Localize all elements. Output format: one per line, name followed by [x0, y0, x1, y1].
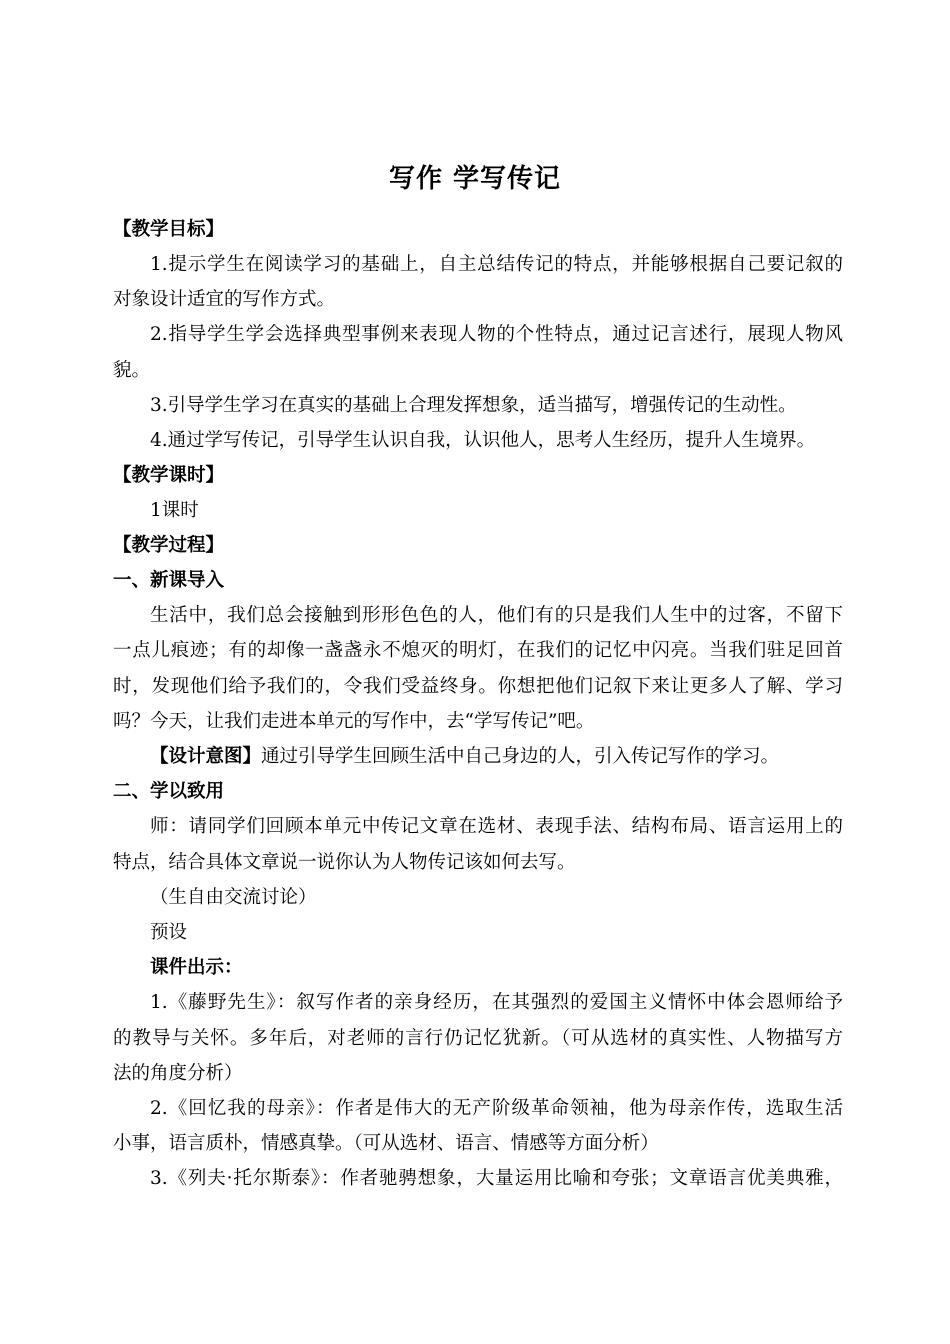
design-intent-line — [150, 744, 843, 770]
section-heading-hours: 【教学课时】 — [113, 465, 225, 486]
paragraph-line: 1.提示学生在阅读学习的基础上，自主总结传记的特点，并能够根据自己要记叙的 — [150, 254, 843, 275]
paragraph-line: 对象设计适宜的写作方式。 — [113, 289, 336, 310]
paragraph-line: 法的角度分析） — [113, 1063, 243, 1084]
paragraph-line: （生自由交流讨论） — [150, 887, 317, 908]
paragraph-line: 貌。 — [113, 360, 151, 381]
design-intent-text: 通过引导学生回顾生活中自己身边的人，引入传记写作的学习。 — [261, 746, 780, 767]
paragraph-line: 特点，结合具体文章说一说你认为人物传记该如何去写。 — [113, 852, 576, 873]
subsection-heading-apply: 二、学以致用 — [113, 781, 225, 802]
subsection-heading-intro: 一、新课导入 — [113, 570, 225, 591]
design-intent-label: 【设计意图】 — [150, 746, 262, 767]
paragraph-line: 3.《列夫·托尔斯泰》：作者驰骋想象，大量运用比喻和夸张；文章语言优美典雅， — [150, 1168, 843, 1189]
courseware-label: 课件出示： — [150, 957, 243, 978]
section-heading-process: 【教学过程】 — [113, 535, 225, 556]
paragraph-line: 4.通过学写传记，引导学生认识自我，认识他人，思考人生经历，提升人生境界。 — [150, 430, 816, 451]
paragraph-line: 的教导与关怀。多年后，对老师的言行仍记忆犹新。（可从选材的真实性、人物描写方 — [113, 1028, 843, 1049]
paragraph-line: 2.指导学生学会选择典型事例来表现人物的个性特点，通过记言述行，展现人物风 — [150, 324, 843, 345]
paragraph-line: 预设 — [150, 922, 188, 943]
paragraph-line: 时，发现他们给予我们的，令我们受益终身。你想把他们记叙下来让更多人了解、学习 — [113, 676, 843, 697]
paragraph-line: 师：请同学们回顾本单元中传记文章在选材、表现手法、结构布局、语言运用上的 — [150, 816, 843, 837]
section-heading-goals: 【教学目标】 — [113, 219, 225, 240]
paragraph-line: 1课时 — [150, 500, 199, 521]
paragraph-line: 2.《回忆我的母亲》：作者是伟大的无产阶级革命领袖，他为母亲作传，选取生活 — [150, 1098, 843, 1119]
paragraph-line: 一点儿痕迹；有的却像一盏盏永不熄灭的明灯，在我们的记忆中闪亮。当我们驻足回首 — [113, 640, 843, 661]
paragraph-line: 小事，语言质朴，情感真挚。（可从选材、语言、情感等方面分析） — [113, 1133, 659, 1154]
paragraph-line: 1.《藤野先生》：叙写作者的亲身经历，在其强烈的爱国主义情怀中体会恩师给予 — [150, 992, 843, 1013]
paragraph-line: 生活中，我们总会接触到形形色色的人，他们有的只是我们人生中的过客，不留下 — [150, 605, 843, 626]
paragraph-line: 3.引导学生学习在真实的基础上合理发挥想象，适当描写，增强传记的生动性。 — [150, 395, 797, 416]
page-title: 写作 学写传记 — [388, 164, 562, 194]
paragraph-line: 吗？今天，让我们走进本单元的写作中，去“学写传记”吧。 — [113, 711, 595, 732]
